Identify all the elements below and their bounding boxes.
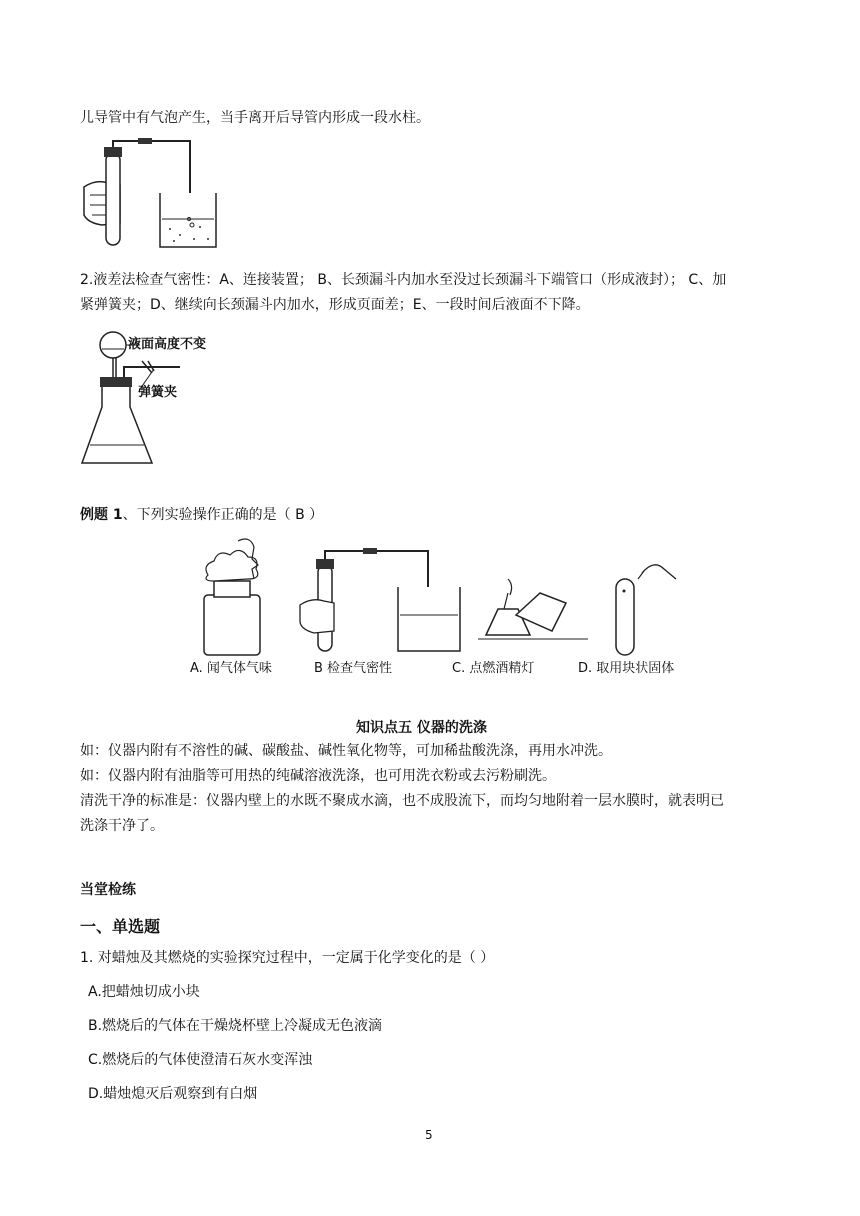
option-b-caption: B 检查气密性 bbox=[314, 661, 393, 676]
option-a-smell-illustration bbox=[204, 539, 260, 655]
cleaning-paragraph-3a: 清洗干净的标准是：仪器内壁上的水既不聚成水滴，也不成股流下，而均匀地附着一层水膜时，就表明已 bbox=[80, 793, 724, 809]
cleaning-paragraph-2: 如：仪器内附有油脂等可用热的纯碱溶液洗涤，也可用洗衣粉或去污粉刷洗。 bbox=[80, 768, 556, 784]
option-c-lamp-illustration bbox=[478, 579, 588, 639]
airtightness-hand-figure bbox=[80, 135, 220, 250]
question-1: 1. 对蜡烛及其燃烧的实验探究过程中，一定属于化学变化的是（ ） bbox=[80, 950, 495, 966]
option-d-caption: D. 取用块状固体 bbox=[578, 661, 675, 676]
option-d-solid-illustration bbox=[616, 565, 676, 655]
example-question: 、下列实验操作正确的是（ B ） bbox=[122, 507, 324, 523]
example-options-figure bbox=[168, 535, 698, 680]
question-1-option-d: D.蜡烛熄灭后观察到有白烟 bbox=[88, 1086, 258, 1102]
text-line-method2-a: 2.液差法检查气密性：A、连接装置； B、长颈漏斗内加水至没过长颈漏斗下端管口（形成液封）； C、加 bbox=[80, 272, 727, 288]
example-label: 例题 1 bbox=[80, 507, 123, 523]
cleaning-paragraph-1: 如：仪器内附有不溶性的碱、碳酸盐、碱性氧化物等，可加稀盐酸洗涤，再用水冲洗。 bbox=[80, 743, 612, 759]
example-1 bbox=[80, 505, 323, 525]
label-spring-clamp: 弹簧夹 bbox=[138, 385, 178, 400]
label-level-unchanged: 液面高度不变 bbox=[128, 337, 207, 352]
text-line-intro-end: 儿导管中有气泡产生，当手离开后导管内形成一段水柱。 bbox=[80, 110, 430, 126]
section-heading-cleaning: 知识点五 仪器的洗涤 bbox=[356, 720, 487, 736]
text-line-method2-b: 紧弹簧夹；D、继续向长颈漏斗内加水，形成页面差；E、一段时间后液面不下降。 bbox=[80, 297, 590, 313]
liquid-level-method-figure bbox=[80, 325, 230, 470]
option-b-airtightness-illustration bbox=[300, 548, 460, 651]
option-c-caption: C. 点燃酒精灯 bbox=[452, 661, 535, 676]
page-number: 5 bbox=[425, 1128, 433, 1142]
question-1-option-b: B.燃烧后的气体在干燥烧杯壁上冷凝成无色液滴 bbox=[88, 1018, 383, 1034]
single-choice-heading: 一、单选题 bbox=[80, 917, 161, 936]
cleaning-paragraph-3b: 洗涤干净了。 bbox=[80, 818, 164, 834]
practice-title: 当堂检练 bbox=[80, 882, 136, 898]
option-a-caption: A. 闻气体气味 bbox=[190, 661, 272, 676]
question-1-option-a: A.把蜡烛切成小块 bbox=[88, 984, 200, 1000]
question-1-option-c: C.燃烧后的气体使澄清石灰水变浑浊 bbox=[88, 1052, 313, 1068]
